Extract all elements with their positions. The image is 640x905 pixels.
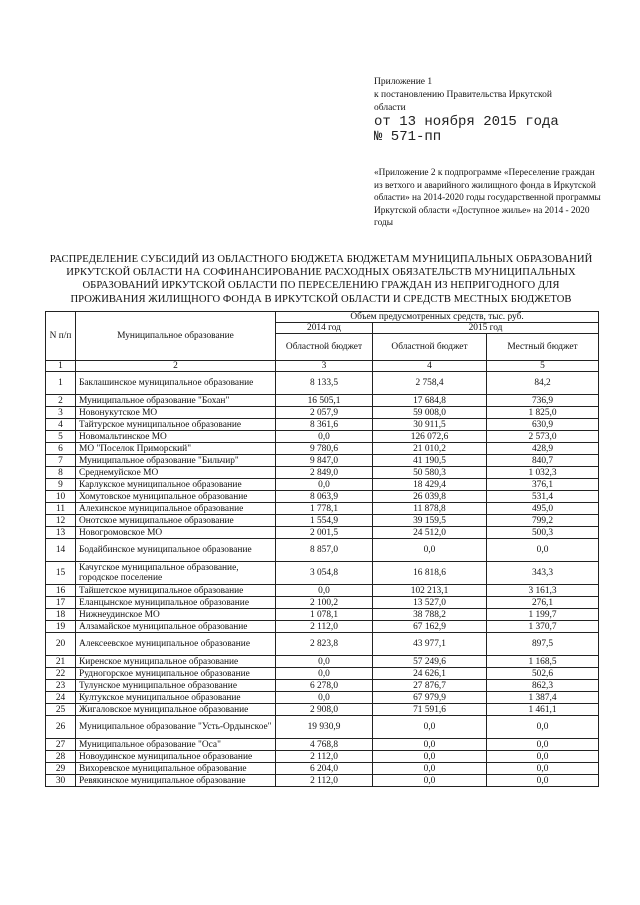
row-regional-2015: 27 876,7 (373, 680, 487, 692)
row-number: 22 (46, 668, 76, 680)
row-number: 18 (46, 609, 76, 621)
row-local-2015: 376,1 (487, 479, 599, 491)
row-regional-2015: 57 249,6 (373, 656, 487, 668)
row-regional-2015: 71 591,6 (373, 704, 487, 716)
row-number: 2 (46, 395, 76, 407)
row-number: 16 (46, 585, 76, 597)
row-number: 4 (46, 419, 76, 431)
row-local-2015: 1 168,5 (487, 656, 599, 668)
row-regional-2015: 59 008,0 (373, 407, 487, 419)
table-row (46, 763, 599, 775)
row-regional-2015: 0,0 (373, 716, 487, 739)
row-regional-2014: 2 112,0 (276, 775, 373, 787)
table-row (46, 668, 599, 680)
header-regional-2014: Областной бюджет (276, 334, 373, 361)
row-regional-2015: 26 039,8 (373, 491, 487, 503)
table-row (46, 407, 599, 419)
row-municipality: МО "Поселок Приморский" (76, 443, 276, 455)
appendix-line: Приложение 1 (374, 77, 433, 87)
row-number: 6 (46, 443, 76, 455)
table-row (46, 562, 599, 585)
row-local-2015: 531,4 (487, 491, 599, 503)
row-municipality: Новогромовское МО (76, 527, 276, 539)
row-municipality: Муниципальное образование "Бильчир" (76, 455, 276, 467)
row-number: 21 (46, 656, 76, 668)
row-local-2015: 495,0 (487, 503, 599, 515)
row-municipality: Тайшетское муниципальное образование (76, 585, 276, 597)
row-regional-2015: 102 213,1 (373, 585, 487, 597)
table-row (46, 479, 599, 491)
row-local-2015: 502,6 (487, 668, 599, 680)
row-municipality: Култукское муниципальное образование (76, 692, 276, 704)
row-municipality: Алзамайское муниципальное образование (76, 621, 276, 633)
row-municipality: Муниципальное образование "Усть-Ордынское" (76, 716, 276, 739)
row-number: 20 (46, 633, 76, 656)
row-number: 7 (46, 455, 76, 467)
table-row (46, 395, 599, 407)
table-body (46, 361, 599, 787)
row-municipality: Алехинское муниципальное образование (76, 503, 276, 515)
row-local-2015: 343,3 (487, 562, 599, 585)
row-municipality: Муниципальное образование "Оса" (76, 739, 276, 751)
row-local-2015: 840,7 (487, 455, 599, 467)
table-row (46, 419, 599, 431)
row-municipality: Муниципальное образование "Бохан" (76, 395, 276, 407)
row-number: 19 (46, 621, 76, 633)
row-regional-2014: 2 057,9 (276, 407, 373, 419)
table-row (46, 739, 599, 751)
row-local-2015: 0,0 (487, 539, 599, 562)
row-municipality: Баклашинское муниципальное образование (76, 372, 276, 395)
row-local-2015: 0,0 (487, 716, 599, 739)
row-regional-2014: 2 112,0 (276, 621, 373, 633)
appendix-line: области (374, 103, 406, 113)
row-local-2015: 276,1 (487, 597, 599, 609)
row-regional-2015: 41 190,5 (373, 455, 487, 467)
row-local-2015: 630,9 (487, 419, 599, 431)
row-municipality: Новомальтинское МО (76, 431, 276, 443)
row-municipality: Новоудинское муниципальное образование (76, 751, 276, 763)
table-row (46, 503, 599, 515)
row-regional-2014: 2 001,5 (276, 527, 373, 539)
header-num: N п/п (46, 312, 76, 361)
row-number: 15 (46, 562, 76, 585)
row-regional-2014: 1 554,9 (276, 515, 373, 527)
table-row (46, 680, 599, 692)
row-regional-2015: 0,0 (373, 763, 487, 775)
table-header (46, 312, 599, 361)
row-local-2015: 1 825,0 (487, 407, 599, 419)
row-regional-2014: 2 849,0 (276, 467, 373, 479)
appendix-line: к постановлению Правительства Иркутской (374, 90, 553, 100)
row-regional-2015: 38 788,2 (373, 609, 487, 621)
row-regional-2015: 18 429,4 (373, 479, 487, 491)
row-municipality: Среднемуйское МО (76, 467, 276, 479)
row-regional-2014: 9 780,6 (276, 443, 373, 455)
row-regional-2015: 0,0 (373, 739, 487, 751)
table-row (46, 597, 599, 609)
header-local-2015: Местный бюджет (487, 334, 599, 361)
row-regional-2015: 30 911,5 (373, 419, 487, 431)
table-row (46, 527, 599, 539)
row-number: 12 (46, 515, 76, 527)
row-number: 9 (46, 479, 76, 491)
row-regional-2015: 0,0 (373, 751, 487, 763)
row-local-2015: 1 032,3 (487, 467, 599, 479)
table-row (46, 455, 599, 467)
row-regional-2014: 6 278,0 (276, 680, 373, 692)
row-municipality: Еланцынское муниципальное образование (76, 597, 276, 609)
table-row (46, 633, 599, 656)
row-regional-2015: 50 580,3 (373, 467, 487, 479)
row-regional-2014: 8 361,6 (276, 419, 373, 431)
row-local-2015: 1 370,7 (487, 621, 599, 633)
table-row (46, 491, 599, 503)
column-index: 1 (46, 361, 76, 372)
row-local-2015: 500,3 (487, 527, 599, 539)
row-regional-2015: 17 684,8 (373, 395, 487, 407)
row-municipality: Карлукское муниципальное образование (76, 479, 276, 491)
row-local-2015: 0,0 (487, 763, 599, 775)
row-municipality: Бодайбинское муниципальное образование (76, 539, 276, 562)
row-local-2015: 799,2 (487, 515, 599, 527)
table-row (46, 431, 599, 443)
row-local-2015: 1 387,4 (487, 692, 599, 704)
row-local-2015: 736,9 (487, 395, 599, 407)
row-regional-2014: 0,0 (276, 585, 373, 597)
row-regional-2015: 43 977,1 (373, 633, 487, 656)
column-index-row (46, 361, 599, 372)
row-regional-2015: 67 979,9 (373, 692, 487, 704)
row-local-2015: 0,0 (487, 775, 599, 787)
row-number: 27 (46, 739, 76, 751)
row-regional-2014: 0,0 (276, 692, 373, 704)
row-regional-2015: 0,0 (373, 775, 487, 787)
row-regional-2015: 2 758,4 (373, 372, 487, 395)
row-regional-2015: 13 527,0 (373, 597, 487, 609)
table-row (46, 609, 599, 621)
appendix-block (374, 76, 594, 145)
row-number: 8 (46, 467, 76, 479)
row-regional-2014: 3 054,8 (276, 562, 373, 585)
row-regional-2014: 8 133,5 (276, 372, 373, 395)
resolution-date-stamp: от 13 ноября 2015 года (374, 114, 559, 130)
row-regional-2015: 24 512,0 (373, 527, 487, 539)
row-number: 11 (46, 503, 76, 515)
header-year-2014: 2014 год (276, 323, 373, 334)
column-index: 3 (276, 361, 373, 372)
row-number: 3 (46, 407, 76, 419)
row-municipality: Качугское муниципальное образование, городское поселение (76, 562, 276, 585)
document-title: РАСПРЕДЕЛЕНИЕ СУБСИДИЙ ИЗ ОБЛАСТНОГО БЮДЖЕТА БЮДЖЕТАМ МУНИЦИПАЛЬНЫХ ОБРАЗОВАНИЙ ИРКУТСКОЙ ОБЛАСТИ НА СОФИНАНСИРОВАНИЕ РАСХОДНЫХ ОБЯЗАТЕЛЬСТВ МУНИЦИПАЛЬНЫХ ОБРАЗОВАНИЙ ИРКУТСКОЙ ОБЛАСТИ ПО ПЕРЕСЕЛЕНИЮ ГРАЖДАН ИЗ НЕПРИГОДНОГО ДЛЯ ПРОЖИВАНИЯ ЖИЛИЩНОГО ФОНДА В ИРКУТСКОЙ ОБЛАСТИ И СРЕДСТВ МЕСТНЫХ БЮДЖЕТОВ (49, 254, 593, 305)
table-row (46, 775, 599, 787)
row-municipality: Вихоревское муниципальное образование (76, 763, 276, 775)
row-local-2015: 897,5 (487, 633, 599, 656)
table-row (46, 716, 599, 739)
row-regional-2014: 2 100,2 (276, 597, 373, 609)
row-number: 23 (46, 680, 76, 692)
row-number: 13 (46, 527, 76, 539)
table-row (46, 467, 599, 479)
row-regional-2014: 6 204,0 (276, 763, 373, 775)
row-number: 1 (46, 372, 76, 395)
row-local-2015: 0,0 (487, 739, 599, 751)
table-row (46, 692, 599, 704)
row-number: 30 (46, 775, 76, 787)
resolution-number-stamp: № 571-пп (374, 129, 442, 145)
row-number: 24 (46, 692, 76, 704)
table-row (46, 515, 599, 527)
row-municipality: Онотское муниципальное образование (76, 515, 276, 527)
table-row (46, 372, 599, 395)
column-index: 5 (487, 361, 599, 372)
row-regional-2014: 2 112,0 (276, 751, 373, 763)
row-regional-2014: 0,0 (276, 431, 373, 443)
row-regional-2014: 1 078,1 (276, 609, 373, 621)
header-regional-2015: Областной бюджет (373, 334, 487, 361)
row-regional-2015: 39 159,5 (373, 515, 487, 527)
table-row (46, 656, 599, 668)
row-regional-2014: 16 505,1 (276, 395, 373, 407)
row-number: 28 (46, 751, 76, 763)
row-regional-2014: 0,0 (276, 656, 373, 668)
row-regional-2014: 1 778,1 (276, 503, 373, 515)
row-regional-2015: 126 072,6 (373, 431, 487, 443)
row-number: 17 (46, 597, 76, 609)
row-local-2015: 1 199,7 (487, 609, 599, 621)
table-row (46, 704, 599, 716)
row-regional-2014: 2 823,8 (276, 633, 373, 656)
subsidy-table (45, 311, 599, 787)
table-row (46, 539, 599, 562)
row-number: 10 (46, 491, 76, 503)
row-regional-2014: 2 908,0 (276, 704, 373, 716)
row-number: 29 (46, 763, 76, 775)
row-regional-2015: 11 878,8 (373, 503, 487, 515)
row-municipality: Тайтурское муниципальное образование (76, 419, 276, 431)
row-local-2015: 428,9 (487, 443, 599, 455)
row-regional-2014: 9 847,0 (276, 455, 373, 467)
row-regional-2014: 0,0 (276, 668, 373, 680)
row-number: 25 (46, 704, 76, 716)
row-regional-2014: 4 768,8 (276, 739, 373, 751)
row-municipality: Нижнеудинское МО (76, 609, 276, 621)
row-regional-2015: 21 010,2 (373, 443, 487, 455)
subprogram-reference: «Приложение 2 к подпрограмме «Переселение граждан из ветхого и аварийного жилищного фонда в Иркутской области» на 2014-2020 годы государственной программы Иркутской области «Доступное жилье» на 2014 - 2020 годы (374, 168, 601, 229)
row-regional-2015: 67 162,9 (373, 621, 487, 633)
row-regional-2015: 24 626,1 (373, 668, 487, 680)
header-year-2015: 2015 год (373, 323, 599, 334)
row-regional-2014: 8 857,0 (276, 539, 373, 562)
row-municipality: Хомутовское муниципальное образование (76, 491, 276, 503)
row-municipality: Новонукутское МО (76, 407, 276, 419)
row-local-2015: 0,0 (487, 751, 599, 763)
row-municipality: Ревякинское муниципальное образование (76, 775, 276, 787)
row-municipality: Жигаловское муниципальное образование (76, 704, 276, 716)
row-local-2015: 1 461,1 (487, 704, 599, 716)
table-row (46, 621, 599, 633)
row-regional-2015: 0,0 (373, 539, 487, 562)
row-local-2015: 2 573,0 (487, 431, 599, 443)
row-number: 5 (46, 431, 76, 443)
row-municipality: Тулунское муниципальное образование (76, 680, 276, 692)
row-number: 14 (46, 539, 76, 562)
table-row (46, 585, 599, 597)
row-regional-2015: 16 818,6 (373, 562, 487, 585)
table-row (46, 751, 599, 763)
header-municipality: Муниципальное образование (76, 312, 276, 361)
row-number: 26 (46, 716, 76, 739)
header-volume: Объем предусмотренных средств, тыс. руб. (276, 312, 599, 323)
column-index: 4 (373, 361, 487, 372)
column-index: 2 (76, 361, 276, 372)
row-regional-2014: 0,0 (276, 479, 373, 491)
row-municipality: Алексеевское муниципальное образование (76, 633, 276, 656)
row-local-2015: 84,2 (487, 372, 599, 395)
row-municipality: Киренское муниципальное образование (76, 656, 276, 668)
row-local-2015: 862,3 (487, 680, 599, 692)
row-regional-2014: 8 063,9 (276, 491, 373, 503)
table-row (46, 443, 599, 455)
row-regional-2014: 19 930,9 (276, 716, 373, 739)
row-local-2015: 3 161,3 (487, 585, 599, 597)
row-municipality: Рудногорское муниципальное образование (76, 668, 276, 680)
